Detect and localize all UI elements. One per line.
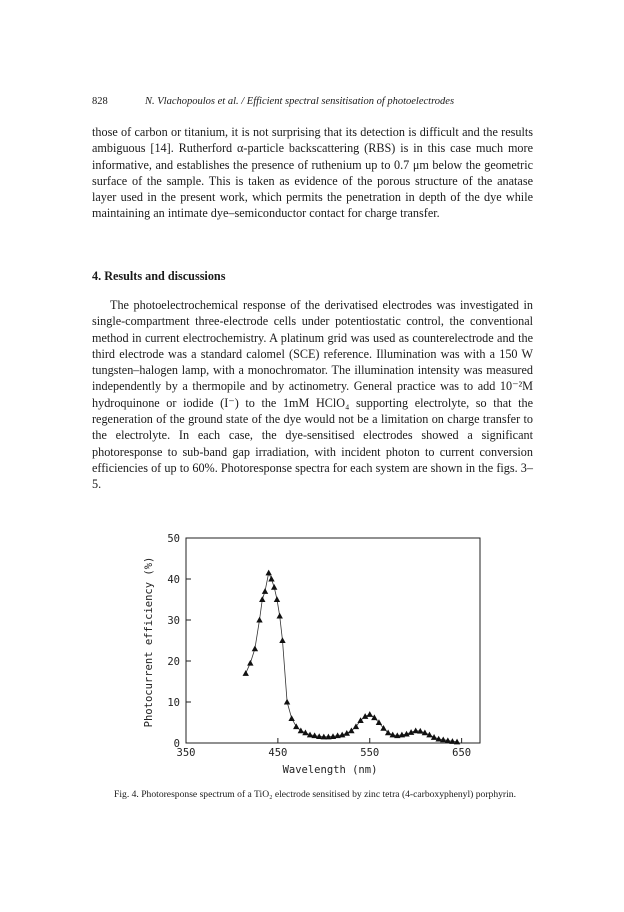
data-point-marker [252,646,258,652]
running-title: N. Vlachopoulos et al. / Efficient spectral sensitisation of photoelectrodes [145,96,455,107]
data-point-marker [293,723,299,729]
plot-frame [186,538,480,743]
x-tick-label: 350 [176,747,196,759]
data-point-marker [274,596,280,602]
x-tick-label: 650 [452,747,472,759]
data-point-marker [247,660,253,666]
data-point-marker [288,715,294,721]
data-point-marker [371,714,377,720]
page-number: 828 [92,96,108,107]
data-point-marker [284,699,290,705]
data-point-marker [256,617,262,623]
y-tick-label: 10 [167,697,180,709]
x-tick-label: 450 [268,747,288,759]
figure-caption: Fig. 4. Photoresponse spectrum of a TiO₂ electrode sensitised by zinc tetra (4-carboxyphenyl) porphyrin. [114,789,516,800]
data-point-marker [277,613,283,619]
y-tick-label: 40 [167,574,180,586]
data-markers [243,570,461,745]
y-tick-label: 30 [167,615,180,627]
data-point-marker [262,588,268,594]
y-tick-label: 20 [167,656,180,668]
y-axis-label: Photocurrent efficiency (%) [143,556,155,728]
axis-ticks [167,533,471,759]
y-tick-label: 50 [167,533,180,545]
figure-4 [140,530,500,775]
x-axis-label: Wavelength (nm) [282,764,378,775]
photoresponse-chart [140,530,500,775]
y-tick-label: 0 [173,738,180,750]
data-point-marker [279,637,285,643]
section-heading: 4. Results and discussions [92,269,226,283]
body-paragraph-1: those of carbon or titanium, it is not surprising that its detection is difficult and the results ambiguous [14]. Rutherford α-particle backscattering (RBS) is in this case much more informative, and establishes the presence of ruthenium up to 0.7 μm below the geometric surface of the sample. This is taken as evidence of the porous structure of the anatase layer used in the present work, which permits the penetration in depth of the dye while maintaining an intimate dye–semiconductor contact for charge transfer. [92,125,533,221]
body-paragraph-2: The photoelectrochemical response of the derivatised electrodes was investigated in single-compartment three-electrode cells under potentiostatic control, the conventional method in current electrochemistry. A platinum grid was used as counterelectrode and the third electrode was a standard calomel (SCE) reference. Illumination was with a 150 W tungsten–halogen lamp, with a monochromator. The illumination intensity was measured independently by a thermopile and by actinometry. General practice was to add 10⁻²M hydroquinone or iodide (I⁻) to the 1mM HClO₄ supporting electrolyte, so that the regeneration of the ground state of the dye would not be a limitation on charge transfer to the electrolyte. In each case, the dye-sensitised electrodes showed a significant photoresponse to sub-band gap irradiation, with incident photon to current conversion efficiencies of up to 60%. Photoresponse spectra for each system are shown in the figs. 3–5. [92,298,533,492]
data-point-marker [271,584,277,590]
data-point-marker [268,576,274,582]
data-point-marker [259,596,265,602]
x-tick-label: 550 [360,747,380,759]
data-point-marker [367,711,373,717]
data-point-marker [265,570,271,576]
data-point-marker [243,670,249,676]
